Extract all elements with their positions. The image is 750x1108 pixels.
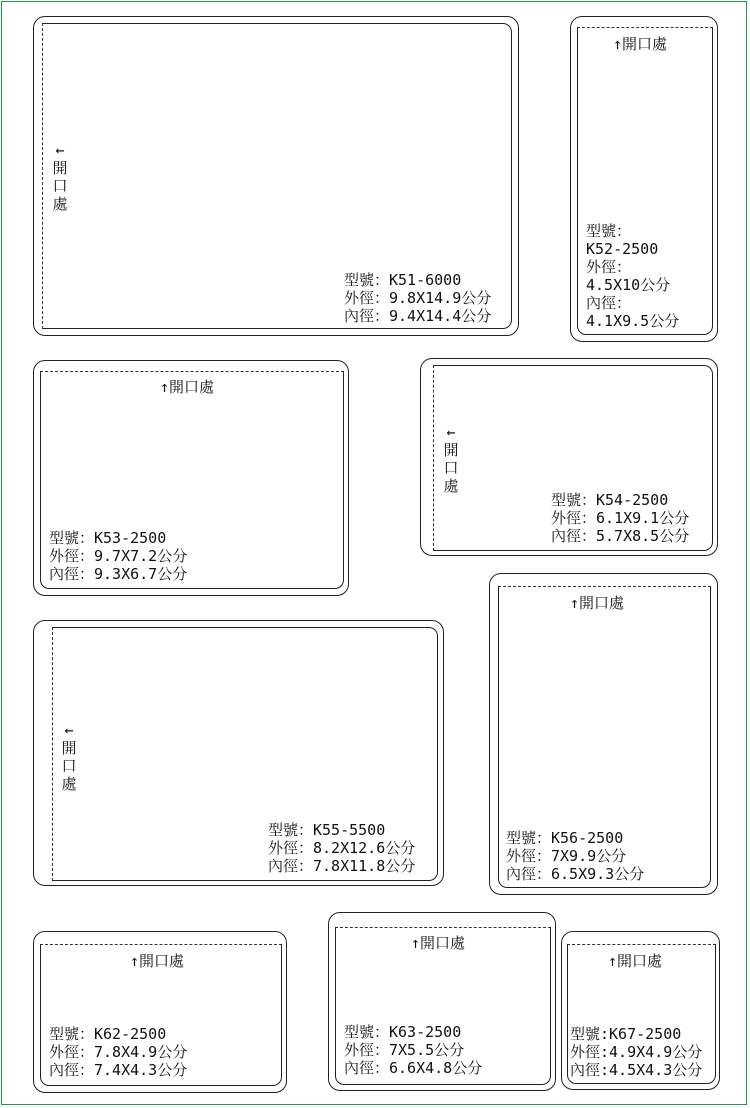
bag-k52-line-3: 外徑： xyxy=(586,258,632,276)
bag-k51-opening-label: ←開口處 xyxy=(52,141,68,213)
bag-k51-spec xyxy=(344,271,491,325)
bag-k56-spec xyxy=(506,829,644,883)
bag-k63-inner-size: 內徑：6.6X4.8公分 xyxy=(344,1059,483,1077)
bag-k67-opening-label: ↑開口處 xyxy=(608,952,663,970)
bag-k54-outer: 外徑：6.1X9.1公分 xyxy=(551,509,690,527)
bag-k67-inner-size: 內徑:4.5X4.3公分 xyxy=(570,1061,703,1079)
bag-k55-spec xyxy=(268,821,415,875)
bag-k56-outer: 外徑：7X9.9公分 xyxy=(506,847,627,865)
bag-k62-inner-size: 內徑：7.4X4.3公分 xyxy=(49,1061,188,1079)
bag-k53-opening-label: ↑開口處 xyxy=(160,378,215,396)
bag-k62-model: 型號：K62-2500 xyxy=(49,1025,167,1043)
bag-k54-opening-label: ←開口處 xyxy=(443,423,459,495)
bag-k62-opening-label: ↑開口處 xyxy=(130,952,185,970)
bag-k52-line-5: 內徑： xyxy=(586,294,632,312)
bag-k62 xyxy=(33,931,287,1093)
bag-k52-line-1: 型號： xyxy=(586,222,632,240)
bag-k55-model: 型號：K55-5500 xyxy=(268,821,386,839)
bag-k54-model: 型號：K54-2500 xyxy=(551,491,669,509)
bag-k51-model: 型號：K51-6000 xyxy=(344,271,462,289)
bag-k53-inner-size: 內徑：9.3X6.7公分 xyxy=(49,565,188,583)
bag-k63-spec xyxy=(344,1023,482,1077)
bag-k56-inner-size: 內徑：6.5X9.3公分 xyxy=(506,865,645,883)
bag-k55-outer: 外徑：8.2X12.6公分 xyxy=(268,839,416,857)
bag-k52-line-2: K52-2500 xyxy=(586,240,659,258)
bag-k52-opening-label: ↑開口處 xyxy=(613,35,668,53)
bag-k52-line-6: 4.1X9.5公分 xyxy=(586,312,680,330)
bag-k55-opening-label: ←開口處 xyxy=(61,721,77,793)
bag-k63 xyxy=(328,912,556,1091)
bag-k51-outer: 外徑：9.8X14.9公分 xyxy=(344,289,492,307)
bag-k63-model: 型號：K63-2500 xyxy=(344,1023,462,1041)
bag-k62-spec xyxy=(49,1025,187,1079)
bag-k63-opening-label: ↑開口處 xyxy=(411,934,466,952)
bag-k67-model: 型號:K67-2500 xyxy=(570,1025,682,1043)
bag-k62-outer: 外徑：7.8X4.9公分 xyxy=(49,1043,188,1061)
bag-k63-outer: 外徑：7X5.5公分 xyxy=(344,1041,465,1059)
bag-k67-outer: 外徑:4.9X4.9公分 xyxy=(570,1043,703,1061)
bag-k51-inner-size: 內徑：9.4X14.4公分 xyxy=(344,307,492,325)
bag-k56-opening-label: ↑開口處 xyxy=(570,594,625,612)
bag-k67-spec xyxy=(570,1025,702,1079)
bag-k53 xyxy=(33,360,349,596)
bag-k56 xyxy=(489,573,718,895)
bag-k67 xyxy=(561,931,720,1090)
bag-k52 xyxy=(570,16,718,342)
bag-k52-spec xyxy=(586,222,679,330)
bag-k54 xyxy=(420,358,718,556)
bag-k52-line-4: 4.5X10公分 xyxy=(586,276,671,294)
bag-k55-inner-size: 內徑：7.8X11.8公分 xyxy=(268,857,416,875)
bag-k55 xyxy=(33,620,444,886)
bag-k53-model: 型號：K53-2500 xyxy=(49,529,167,547)
bag-k54-inner-size: 內徑：5.7X8.5公分 xyxy=(551,527,690,545)
bag-k51 xyxy=(33,16,519,336)
bag-k53-outer: 外徑：9.7X7.2公分 xyxy=(49,547,188,565)
bag-k53-spec xyxy=(49,529,187,583)
bag-k54-spec xyxy=(551,491,689,545)
bag-k56-model: 型號：K56-2500 xyxy=(506,829,624,847)
